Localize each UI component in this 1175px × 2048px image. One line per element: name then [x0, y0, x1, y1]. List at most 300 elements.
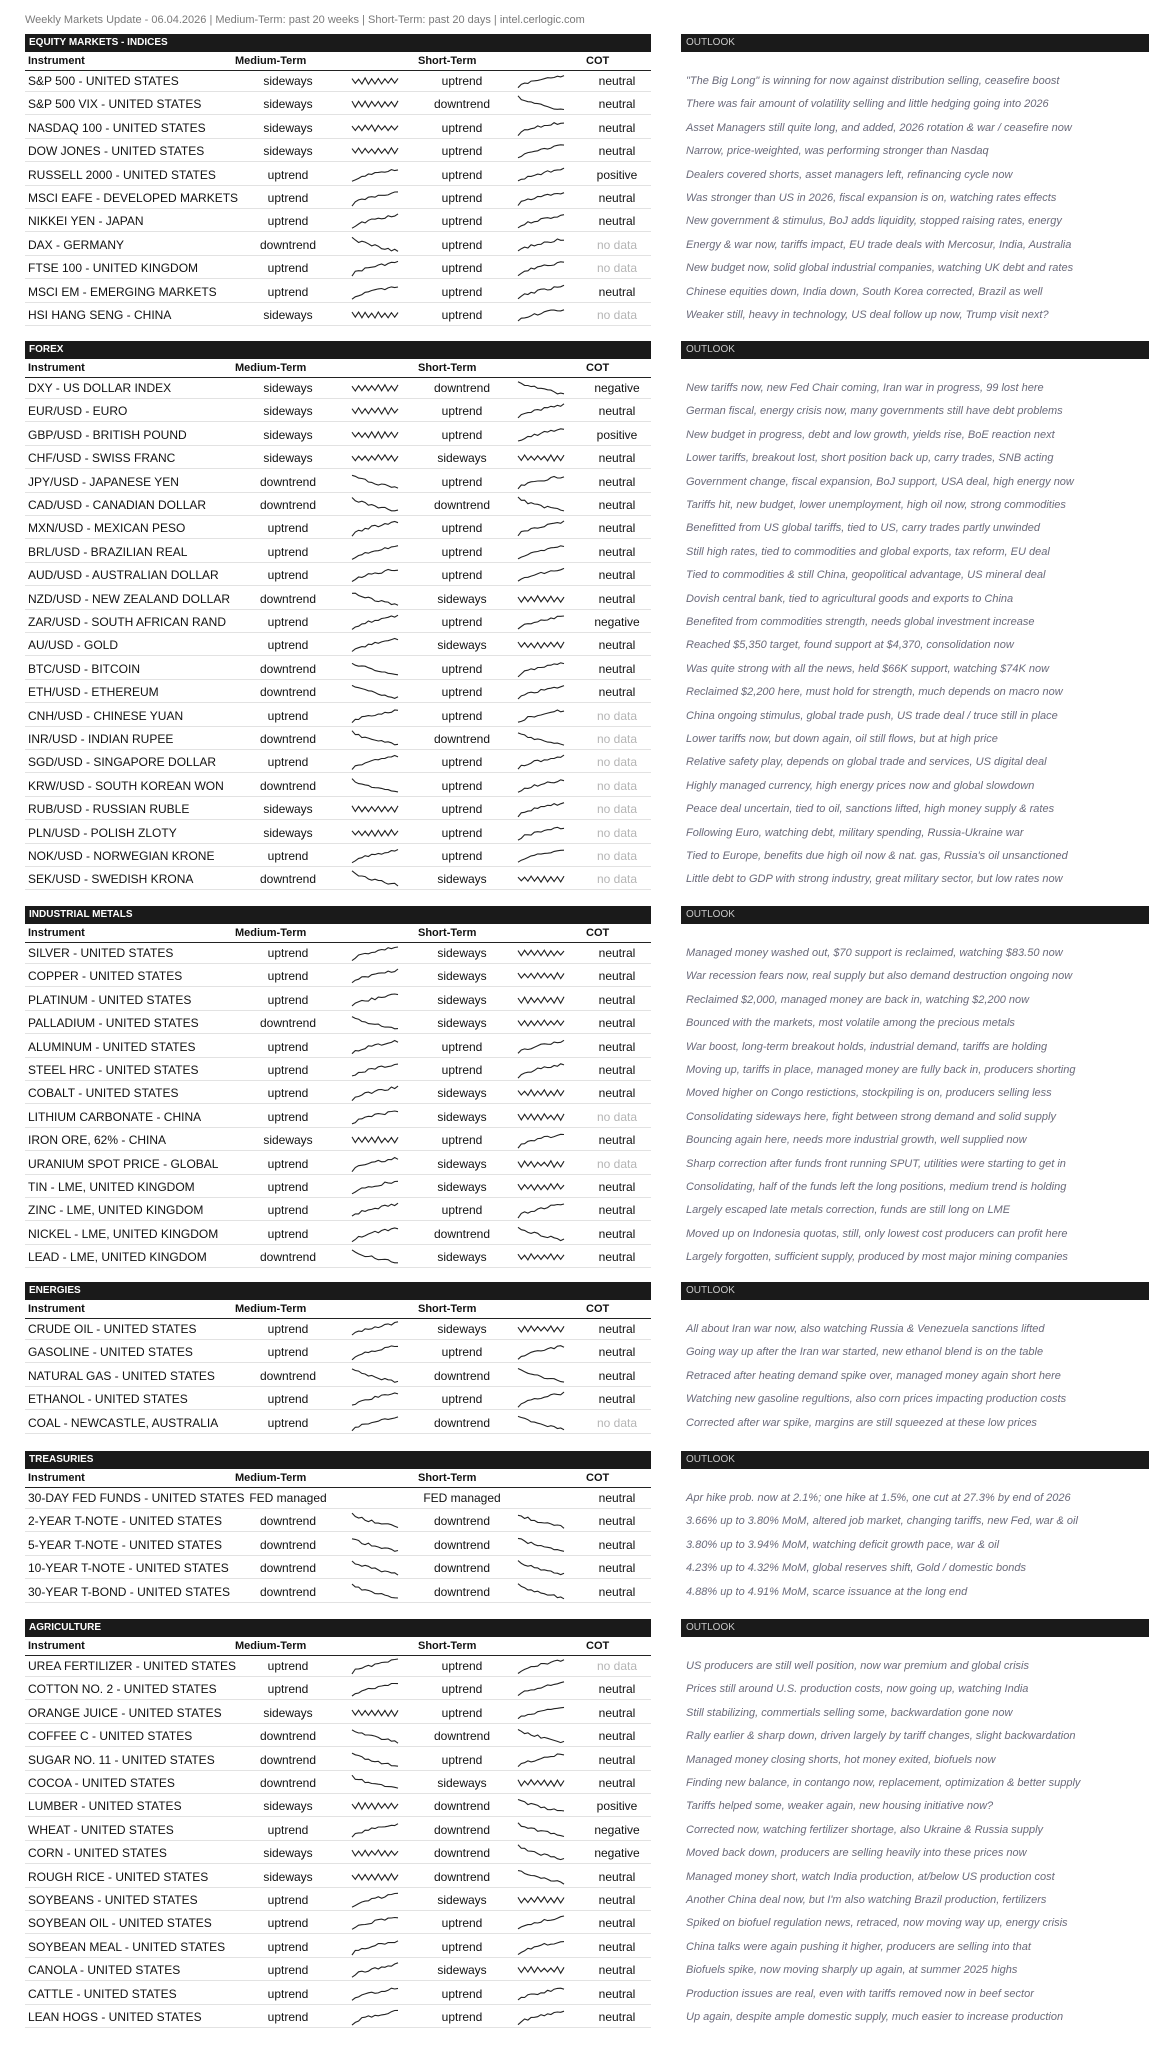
medium-term-sparkline-line: [352, 593, 398, 605]
row-divider: [25, 679, 651, 680]
short-term-trend: uptrend: [441, 755, 483, 770]
short-term-sparkline: [518, 824, 564, 842]
instrument-name: PLN/USD - POLISH ZLOTY: [28, 825, 177, 840]
medium-term-sparkline: [352, 967, 398, 985]
short-term-trend: downtrend: [433, 1799, 491, 1814]
short-term-sparkline-line: [518, 1160, 564, 1166]
short-term-sparkline-line: [518, 1326, 564, 1332]
short-term-trend: uptrend: [441, 661, 483, 676]
row-divider: [25, 1244, 651, 1245]
medium-term-sparkline-line: [352, 778, 398, 791]
short-term-sparkline: [518, 1821, 564, 1839]
medium-term-sparkline-line: [352, 1803, 398, 1809]
short-term-trend: uptrend: [441, 214, 483, 229]
instrument-name: 30-YEAR T-BOND - UNITED STATES: [28, 1584, 231, 1599]
short-term-sparkline-line: [518, 1845, 564, 1860]
instrument-name: LEAN HOGS - UNITED STATES: [28, 2010, 202, 2024]
short-term-trend: sideways: [437, 1109, 487, 1124]
short-term-sparkline: [518, 1367, 564, 1385]
short-term-sparkline: [518, 1512, 564, 1530]
short-term-sparkline: [518, 1108, 564, 1126]
row-divider: [25, 986, 651, 987]
row-divider: [25, 1578, 651, 1579]
row-divider: [25, 538, 651, 539]
row-divider: [25, 302, 651, 303]
cot-status: no data: [596, 708, 638, 723]
outlook-text: Sharp correction after funds front running SPUT, utilities were starting to get in: [686, 1157, 1066, 1170]
medium-term-sparkline-line: [352, 192, 398, 206]
column-header-medium-term: Medium-Term: [235, 362, 307, 374]
cot-status: neutral: [598, 1133, 636, 1148]
short-term-trend: downtrend: [433, 97, 491, 112]
medium-term-sparkline-line: [352, 1753, 398, 1766]
medium-term-sparkline: [352, 166, 398, 184]
cot-status: neutral: [598, 1729, 636, 1744]
instrument-name: CRUDE OIL - UNITED STATES: [28, 1322, 197, 1336]
outlook-text: Still stabilizing, commertials selling some, backwardation gone now: [686, 1706, 1013, 1719]
header-rule: [25, 70, 651, 71]
instrument-name: 2-YEAR T-NOTE - UNITED STATES: [28, 1514, 223, 1529]
short-term-sparkline-line: [518, 850, 564, 862]
short-term-trend: uptrend: [441, 284, 483, 299]
short-term-sparkline-line: [518, 1730, 564, 1743]
cot-status: neutral: [598, 1039, 636, 1054]
medium-term-sparkline: [352, 1225, 398, 1243]
header-rule: [25, 1318, 651, 1319]
short-term-sparkline: [518, 1390, 564, 1408]
medium-term-sparkline: [352, 1390, 398, 1408]
short-term-trend: downtrend: [433, 1584, 491, 1599]
medium-term-sparkline: [352, 449, 398, 467]
instrument-name: COFFEE C - UNITED STATES: [28, 1729, 193, 1744]
column-header-medium-term: Medium-Term: [235, 1472, 307, 1484]
short-term-sparkline-line: [518, 803, 564, 817]
short-term-trend: uptrend: [441, 825, 483, 840]
short-term-trend: sideways: [437, 1086, 487, 1101]
row-divider: [25, 796, 651, 797]
short-term-trend: sideways: [437, 1016, 487, 1031]
instrument-name: LEAD - LME, UNITED KINGDOM: [28, 1250, 207, 1265]
outlook-text: Managed money closing shorts, hot money exited, biofuels now: [686, 1753, 996, 1766]
row-divider: [25, 963, 651, 964]
instrument-name: TIN - LME, UNITED KINGDOM: [28, 1180, 195, 1194]
row-divider: [25, 161, 651, 162]
outlook-text: Moved higher on Congo restictions, stockpiling is on, producers selling less: [686, 1087, 1052, 1100]
row-divider: [25, 1433, 651, 1434]
short-term-trend: downtrend: [433, 1729, 491, 1744]
medium-term-trend: sideways: [263, 404, 313, 419]
short-term-sparkline-line: [518, 1040, 564, 1053]
medium-term-sparkline: [352, 189, 398, 207]
header-rule: [25, 942, 651, 943]
short-term-sparkline: [518, 1084, 564, 1102]
short-term-trend: uptrend: [441, 615, 483, 629]
cot-status: no data: [596, 261, 638, 276]
short-term-trend: uptrend: [441, 427, 483, 442]
medium-term-trend: uptrend: [267, 1086, 309, 1101]
column-header-instrument: Instrument: [28, 1303, 85, 1315]
instrument-name: MSCI EAFE - DEVELOPED MARKETS: [28, 191, 239, 205]
cot-status: neutral: [598, 1250, 636, 1265]
medium-term-sparkline-line: [352, 1584, 398, 1598]
medium-term-sparkline-line: [352, 710, 398, 723]
short-term-sparkline: [518, 189, 564, 207]
outlook-text: Prices still around U.S. production costs, now going up, watching India: [686, 1683, 1029, 1696]
row-divider: [25, 1103, 651, 1104]
outlook-text: Was stronger than US in 2026, fiscal expansion is on, watching rates effects: [686, 192, 1057, 204]
medium-term-trend: sideways: [263, 1799, 313, 1814]
row-divider: [25, 1197, 651, 1198]
column-header-short-term: Short-Term: [418, 1472, 477, 1484]
instrument-name: SOYBEAN MEAL - UNITED STATES: [28, 1939, 226, 1954]
short-term-sparkline: [518, 1680, 564, 1698]
short-term-trend: uptrend: [441, 802, 483, 817]
medium-term-sparkline: [352, 119, 398, 137]
medium-term-trend: sideways: [263, 802, 313, 817]
row-divider: [25, 632, 651, 633]
report-header: Weekly Markets Update - 06.04.2026 | Medium-Term: past 20 weeks | Short-Term: past 20 days | intel.cerlogic.com: [25, 14, 585, 26]
short-term-sparkline-line: [518, 1114, 564, 1120]
short-term-trend: uptrend: [441, 1392, 483, 1407]
short-term-sparkline: [518, 1868, 564, 1886]
short-term-sparkline: [518, 991, 564, 1009]
outlook-text: US producers are still well position, now war premium and global crisis: [686, 1660, 1029, 1672]
medium-term-sparkline: [352, 1343, 398, 1361]
medium-term-sparkline: [352, 613, 398, 631]
short-term-sparkline: [518, 1225, 564, 1243]
column-header-cot: COT: [586, 1303, 610, 1315]
column-header-short-term: Short-Term: [418, 927, 477, 939]
short-term-sparkline-line: [518, 1368, 564, 1382]
short-term-sparkline: [518, 847, 564, 865]
outlook-text: New government & stimulus, BoJ adds liquidity, stopped raising rates, energy: [686, 215, 1062, 228]
instrument-name: ROUGH RICE - UNITED STATES: [28, 1869, 209, 1884]
medium-term-sparkline-line: [352, 1250, 398, 1263]
short-term-sparkline-line: [518, 755, 564, 769]
short-term-sparkline: [518, 1155, 564, 1173]
cot-status: neutral: [598, 74, 636, 88]
short-term-trend: uptrend: [441, 1203, 483, 1218]
short-term-sparkline: [518, 2008, 564, 2026]
cot-status: no data: [596, 1156, 638, 1171]
instrument-name: EUR/USD - EURO: [28, 404, 128, 419]
outlook-text: 3.66% up to 3.80% MoM, altered job market, changing tariffs, new Fed, war & oil: [686, 1515, 1078, 1528]
column-header-cot: COT: [586, 927, 610, 939]
medium-term-sparkline-line: [352, 994, 398, 1006]
row-divider: [25, 749, 651, 750]
outlook-text: Energy & war now, tariffs impact, EU trade deals with Mercosur, India, Australia: [686, 238, 1072, 251]
short-term-trend: uptrend: [441, 1682, 483, 1697]
short-term-sparkline: [518, 1657, 564, 1675]
short-term-trend: uptrend: [441, 404, 483, 419]
outlook-text: Largely forgotten, sufficient supply, produced by most major mining companies: [686, 1251, 1068, 1264]
column-header-instrument: Instrument: [28, 1472, 85, 1484]
short-term-sparkline-line: [518, 1392, 564, 1407]
row-divider: [25, 1746, 651, 1747]
short-term-sparkline-line: [518, 1254, 564, 1260]
outlook-text: Was quite strong with all the news, held $66K support, watching $74K now: [686, 662, 1050, 675]
cot-status: no data: [596, 872, 638, 887]
short-term-trend: uptrend: [441, 2010, 483, 2024]
short-term-sparkline: [518, 236, 564, 254]
cot-status: neutral: [598, 284, 636, 299]
medium-term-sparkline-line: [352, 408, 398, 414]
short-term-trend: uptrend: [441, 74, 483, 88]
row-divider: [25, 1723, 651, 1724]
cot-status: no data: [596, 755, 638, 770]
short-term-trend: sideways: [437, 1156, 487, 1171]
medium-term-trend: sideways: [263, 1133, 313, 1148]
medium-term-sparkline-line: [352, 1918, 398, 1930]
instrument-name: PALLADIUM - UNITED STATES: [28, 1016, 199, 1031]
cot-status: positive: [596, 427, 638, 442]
outlook-text: Bounced with the markets, most volatile among the precious metals: [686, 1017, 1015, 1030]
instrument-name: ETHANOL - UNITED STATES: [28, 1392, 188, 1407]
medium-term-trend: downtrend: [259, 872, 317, 887]
row-divider: [25, 515, 651, 516]
medium-term-trend: downtrend: [259, 237, 317, 252]
short-term-sparkline-line: [518, 663, 564, 677]
cot-status: neutral: [598, 1682, 636, 1697]
medium-term-sparkline: [352, 1559, 398, 1577]
short-term-trend: sideways: [437, 1893, 487, 1907]
medium-term-sparkline: [352, 707, 398, 725]
outlook-text: 4.88% up to 4.91% MoM, scarce issuance at the long end: [686, 1585, 968, 1598]
instrument-name: IRON ORE, 62% - CHINA: [28, 1133, 167, 1148]
short-term-sparkline: [518, 967, 564, 985]
instrument-name: CHF/USD - SWISS FRANC: [28, 451, 176, 466]
cot-status: neutral: [598, 1963, 636, 1978]
cot-status: neutral: [598, 498, 636, 512]
medium-term-trend: downtrend: [259, 685, 317, 700]
short-term-sparkline: [518, 1727, 564, 1745]
outlook-text: Spiked on biofuel regulation news, retraced, now moving way up, energy crisis: [686, 1917, 1068, 1930]
instrument-name: SEK/USD - SWEDISH KRONA: [28, 872, 194, 887]
row-divider: [25, 398, 651, 399]
short-term-trend: downtrend: [433, 1415, 491, 1430]
outlook-text: Tariffs helped some, weaker again, new housing initiative now?: [686, 1800, 994, 1813]
outlook-text: Largely escaped late metals correction, funds are still long on LME: [686, 1204, 1011, 1217]
medium-term-sparkline-line: [352, 1988, 398, 2000]
row-divider: [25, 1174, 651, 1175]
medium-term-trend: downtrend: [259, 1561, 317, 1576]
row-divider: [25, 1080, 651, 1081]
outlook-text: Production issues are real, even with tariffs removed now in beef sector: [686, 1987, 1034, 2000]
short-term-sparkline: [518, 72, 564, 90]
medium-term-sparkline-line: [352, 686, 398, 699]
cot-status: neutral: [598, 97, 636, 112]
medium-term-trend: downtrend: [259, 1016, 317, 1031]
short-term-sparkline-line: [518, 876, 564, 882]
medium-term-sparkline-line: [352, 78, 398, 84]
medium-term-sparkline-line: [352, 1204, 398, 1217]
short-term-sparkline: [518, 1559, 564, 1577]
outlook-text: Managed money short, watch India production, at/below US production cost: [686, 1870, 1055, 1883]
short-term-sparkline: [518, 1131, 564, 1149]
medium-term-sparkline: [352, 496, 398, 514]
short-term-trend: downtrend: [433, 1561, 491, 1576]
short-term-sparkline: [518, 283, 564, 301]
medium-term-trend: uptrend: [267, 849, 309, 863]
outlook-text: Dealers covered shorts, asset managers left, refinancing cycle now: [686, 168, 1013, 181]
medium-term-sparkline-line: [352, 286, 398, 298]
medium-term-sparkline: [352, 1821, 398, 1839]
header-rule: [25, 377, 651, 378]
medium-term-trend: uptrend: [267, 2010, 309, 2024]
short-term-sparkline: [518, 1751, 564, 1769]
cot-status: neutral: [598, 1514, 636, 1529]
column-header-instrument: Instrument: [28, 362, 85, 374]
instrument-name: NOK/USD - NORWEGIAN KRONE: [28, 849, 215, 863]
row-divider: [25, 1508, 651, 1509]
row-divider: [25, 421, 651, 422]
medium-term-sparkline-line: [352, 214, 398, 228]
medium-term-trend: downtrend: [259, 498, 317, 512]
row-divider: [25, 702, 651, 703]
outlook-text: German fiscal, energy crisis now, many governments still have debt problems: [686, 405, 1063, 418]
short-term-sparkline: [518, 402, 564, 420]
medium-term-sparkline: [352, 1891, 398, 1909]
instrument-name: WHEAT - UNITED STATES: [28, 1822, 174, 1837]
short-term-trend: uptrend: [441, 261, 483, 276]
medium-term-sparkline-line: [352, 1086, 398, 1101]
medium-term-trend: downtrend: [259, 732, 317, 746]
row-divider: [25, 1362, 651, 1363]
medium-term-trend: uptrend: [267, 1916, 309, 1931]
outlook-text: Consolidating sideways here, fight between strong demand and solid supply: [686, 1110, 1056, 1123]
medium-term-sparkline-line: [352, 947, 398, 961]
cot-status: neutral: [598, 1345, 636, 1360]
medium-term-trend: uptrend: [267, 521, 309, 536]
instrument-name: UREA FERTILIZER - UNITED STATES: [28, 1659, 237, 1673]
outlook-text: Little debt to GDP with strong industry, great military sector, but low rates now: [686, 873, 1063, 886]
instrument-name: COAL - NEWCASTLE, AUSTRALIA: [28, 1415, 219, 1430]
medium-term-sparkline: [352, 473, 398, 491]
short-term-trend: downtrend: [433, 1226, 491, 1241]
row-divider: [25, 819, 651, 820]
cot-status: neutral: [598, 1203, 636, 1218]
medium-term-trend: sideways: [263, 1846, 313, 1861]
medium-term-sparkline-line: [352, 1017, 398, 1029]
short-term-sparkline-line: [518, 1988, 564, 2000]
medium-term-trend: uptrend: [267, 568, 309, 583]
medium-term-sparkline-line: [352, 1393, 398, 1405]
instrument-name: GASOLINE - UNITED STATES: [28, 1345, 193, 1360]
medium-term-sparkline: [352, 1061, 398, 1079]
cot-status: neutral: [598, 1226, 636, 1241]
instrument-name: S&P 500 - UNITED STATES: [28, 74, 179, 88]
short-term-trend: uptrend: [441, 191, 483, 205]
medium-term-sparkline: [352, 1536, 398, 1554]
instrument-name: CANOLA - UNITED STATES: [28, 1963, 181, 1978]
outlook-text: Moved back down, producers are selling heavily into these prices now: [686, 1847, 1027, 1860]
cot-status: neutral: [598, 946, 636, 960]
medium-term-trend: sideways: [263, 381, 313, 395]
cot-status: neutral: [598, 685, 636, 700]
medium-term-trend: uptrend: [267, 1109, 309, 1124]
medium-term-sparkline-line: [352, 1346, 398, 1360]
short-term-trend: uptrend: [441, 167, 483, 182]
medium-term-sparkline: [352, 1367, 398, 1385]
medium-term-trend: uptrend: [267, 1345, 309, 1360]
short-term-sparkline: [518, 1248, 564, 1266]
row-divider: [25, 562, 651, 563]
short-term-sparkline: [518, 944, 564, 962]
medium-term-sparkline-line: [352, 169, 398, 181]
medium-term-sparkline: [352, 1248, 398, 1266]
row-divider: [25, 492, 651, 493]
short-term-sparkline: [518, 1961, 564, 1979]
instrument-name: BRL/USD - BRAZILIAN REAL: [28, 544, 188, 559]
medium-term-sparkline-line: [352, 148, 398, 154]
medium-term-sparkline: [352, 777, 398, 795]
short-term-sparkline-line: [518, 950, 564, 956]
cot-status: neutral: [598, 1893, 636, 1907]
short-term-sparkline-line: [518, 1916, 564, 1929]
cot-status: no data: [596, 1415, 638, 1430]
medium-term-sparkline: [352, 753, 398, 771]
short-term-sparkline: [518, 119, 564, 137]
medium-term-trend: uptrend: [267, 1063, 309, 1077]
medium-term-sparkline-line: [352, 237, 398, 251]
outlook-header-bar: OUTLOOK: [681, 906, 1149, 924]
row-divider: [25, 1267, 651, 1268]
column-header-medium-term: Medium-Term: [235, 1640, 307, 1652]
row-divider: [25, 1699, 651, 1700]
medium-term-trend: uptrend: [267, 1322, 309, 1336]
short-term-sparkline: [518, 777, 564, 795]
row-divider: [25, 1910, 651, 1911]
outlook-text: Moved up on Indonesia quotas, still, only lowest cost producers can profit here: [686, 1227, 1068, 1240]
row-divider: [25, 325, 651, 326]
instrument-name: DOW JONES - UNITED STATES: [28, 144, 205, 159]
short-term-sparkline-line: [518, 1416, 564, 1429]
short-term-sparkline-line: [518, 546, 564, 559]
row-divider: [25, 1033, 651, 1034]
medium-term-sparkline-line: [352, 829, 398, 835]
row-divider: [25, 1887, 651, 1888]
medium-term-sparkline: [352, 519, 398, 537]
cot-status: neutral: [598, 1776, 636, 1790]
short-term-trend: sideways: [437, 992, 487, 1007]
row-divider: [25, 1010, 651, 1011]
cot-status: neutral: [598, 1752, 636, 1767]
short-term-sparkline: [518, 259, 564, 277]
short-term-sparkline-line: [518, 1707, 564, 1718]
cot-status: neutral: [598, 1368, 636, 1383]
medium-term-sparkline-line: [352, 1775, 398, 1788]
medium-term-sparkline-line: [352, 1322, 398, 1335]
outlook-text: Lower tariffs now, but down again, oil still flows, but at high price: [686, 733, 998, 745]
medium-term-sparkline-line: [352, 1710, 398, 1716]
medium-term-sparkline: [352, 944, 398, 962]
short-term-trend: sideways: [437, 1963, 487, 1978]
medium-term-sparkline-line: [352, 850, 398, 863]
column-header-cot: COT: [586, 1472, 610, 1484]
medium-term-sparkline: [352, 590, 398, 608]
medium-term-sparkline-line: [352, 1157, 398, 1171]
medium-term-trend: uptrend: [267, 1039, 309, 1054]
row-divider: [25, 1220, 651, 1221]
short-term-trend: downtrend: [433, 1368, 491, 1383]
short-term-sparkline-line: [518, 780, 564, 792]
short-term-sparkline-line: [518, 497, 564, 511]
row-divider: [25, 1339, 651, 1340]
medium-term-sparkline-line: [352, 663, 398, 675]
short-term-sparkline-line: [518, 145, 564, 158]
instrument-name: COPPER - UNITED STATES: [28, 969, 183, 984]
medium-term-sparkline-line: [352, 1228, 398, 1242]
